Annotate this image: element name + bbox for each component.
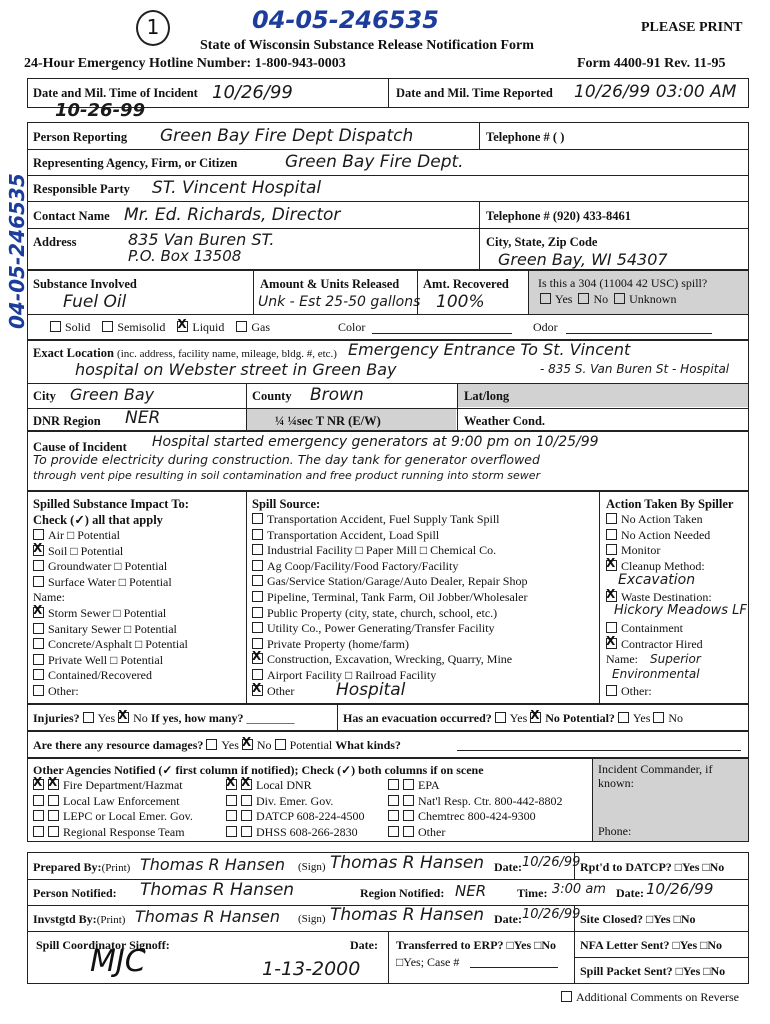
impact-checkbox[interactable] bbox=[33, 638, 44, 649]
source-item: Ag Coop/Facility/Food Factory/Facility bbox=[252, 559, 527, 575]
source-item: Industrial Facility □ Paper Mill □ Chemical Co. bbox=[252, 543, 527, 559]
amount-value: Unk - Est 25-50 gallons bbox=[258, 294, 421, 310]
representing-label: Representing Agency, Firm, or Citizen bbox=[33, 156, 238, 170]
responsible-label: Responsible Party bbox=[33, 182, 130, 196]
side-number-stamp: 04-05-246535 bbox=[5, 173, 29, 329]
invest-date-label: Date: bbox=[494, 912, 522, 926]
gas-checkbox[interactable] bbox=[236, 321, 247, 332]
agency-col2-item: DATCP 608-224-4500 bbox=[226, 809, 365, 825]
source-checkbox[interactable] bbox=[252, 544, 263, 555]
agency-col2-checkbox[interactable] bbox=[241, 779, 252, 790]
physical-state-row: Solid Semisolid X Liquid Gas bbox=[50, 320, 270, 335]
recovered-label: Amt. Recovered bbox=[423, 277, 509, 291]
agencies-title: Other Agencies Notified (✓ first column if notified); Check (✓) both columns if on scene bbox=[33, 763, 484, 777]
cleanup-method-value: Excavation bbox=[618, 572, 696, 588]
source-checkbox[interactable] bbox=[252, 575, 263, 586]
spill-304-options: Yes No Unknown bbox=[540, 292, 676, 307]
source-checkbox[interactable] bbox=[252, 529, 263, 540]
waste-destination-value: Hickory Meadows LF bbox=[614, 603, 747, 618]
agency-col3-item: Other bbox=[388, 825, 563, 841]
odor-label: Odor bbox=[533, 320, 558, 334]
source-checkbox[interactable] bbox=[252, 607, 263, 618]
source-item: Pipeline, Terminal, Tank Farm, Oil Jobber/Wholesaler bbox=[252, 590, 527, 606]
latlong-label: Lat/long bbox=[464, 389, 510, 403]
resource-yes-checkbox[interactable] bbox=[206, 739, 217, 750]
action-checkbox[interactable] bbox=[606, 560, 617, 571]
agency-col1-item: Regional Response Team bbox=[33, 825, 193, 841]
investigated-by-value: Thomas R Hansen bbox=[135, 907, 281, 926]
impact-item: Private Well □ Potential bbox=[33, 653, 189, 669]
incident-date-label: Date and Mil. Time of Incident bbox=[33, 86, 198, 100]
impact-item: Concrete/Asphalt □ Potential bbox=[33, 637, 189, 653]
location-line-2: hospital on Webster street in Green Bay bbox=[75, 360, 397, 379]
incident-date-value-2: 10-26-99 bbox=[55, 100, 146, 121]
notified-time-label: Time: bbox=[517, 886, 548, 900]
source-item: Transportation Accident, Load Spill bbox=[252, 528, 527, 544]
color-label: Color bbox=[338, 320, 366, 334]
notified-date-label: Date: bbox=[616, 886, 644, 900]
contact-label: Contact Name bbox=[33, 209, 110, 223]
injuries-no-checkbox[interactable] bbox=[118, 712, 129, 723]
datcp-question: Rpt'd to DATCP? □Yes □No bbox=[580, 860, 725, 874]
agency-column-2 bbox=[226, 778, 365, 840]
action-item: Other: bbox=[606, 684, 733, 700]
source-item: Utility Co., Power Generating/Transfer Facility bbox=[252, 621, 527, 637]
prepared-date-label: Date: bbox=[494, 860, 522, 874]
agency-col3-checkbox[interactable] bbox=[388, 779, 399, 790]
source-checkbox[interactable] bbox=[252, 638, 263, 649]
person-notified-value: Thomas R Hansen bbox=[140, 880, 295, 900]
agency-column-3 bbox=[388, 778, 563, 840]
nfa-letter-question: NFA Letter Sent? □Yes □No bbox=[580, 938, 723, 952]
action-checkbox[interactable] bbox=[606, 685, 617, 696]
telephone-1-label: Telephone # ( ) bbox=[486, 130, 565, 144]
agency-col3-item: EPA bbox=[388, 778, 563, 794]
source-checkbox[interactable] bbox=[252, 513, 263, 524]
agency-col1-item: XXFire Department/Hazmat bbox=[33, 778, 193, 794]
liquid-checkbox[interactable] bbox=[177, 321, 188, 332]
invest-signature: Thomas R Hansen bbox=[330, 905, 485, 925]
source-column: Spill Source: Transportation Accident, Fuel Supply Tank Spill Transportation Accident, Load Spill Industrial Facility □ Paper Mill □ Chemical Co. Ag Coop/Facility/Food Factory/Facility Gas/Service Station/Garage/Auto Dealer, Repair Shop Pipeline, Terminal, Tank Farm, Oil Jobber/Wholesaler Public Property (city, state, church, school, etc.) Utility Co., Power Generating/Transfer Facility Private Property (home/farm) XConstruction, Excavation, Wrecking, Quarry, Mine Airport Facility □ Railroad Facility XOther bbox=[252, 497, 527, 699]
agency-col1-checkbox[interactable] bbox=[48, 779, 59, 790]
impact-item: Groundwater □ Potential bbox=[33, 559, 189, 575]
impact-checkbox[interactable] bbox=[33, 560, 44, 571]
agency-col1-checkbox[interactable] bbox=[33, 810, 44, 821]
weather-label: Weather Cond. bbox=[464, 414, 546, 428]
region-notified-value: NER bbox=[455, 882, 487, 900]
action-item: Containment bbox=[606, 621, 733, 637]
prepared-sign-label: (Sign) bbox=[298, 861, 326, 873]
city-label: City bbox=[33, 389, 56, 403]
source-checkbox[interactable] bbox=[252, 685, 263, 696]
agency-col2-checkbox[interactable] bbox=[241, 810, 252, 821]
impact-checkbox[interactable] bbox=[33, 623, 44, 634]
substance-label: Substance Involved bbox=[33, 277, 137, 291]
additional-comments: Additional Comments on Reverse bbox=[561, 990, 739, 1005]
impact-checkbox[interactable] bbox=[33, 685, 44, 696]
county-label: County bbox=[252, 389, 292, 403]
address-line-2: P.O. Box 13508 bbox=[128, 247, 242, 265]
agency-col3-item: Chemtrec 800-424-9300 bbox=[388, 809, 563, 825]
evac-yes-checkbox[interactable] bbox=[495, 712, 506, 723]
agency-col2-item: Div. Emer. Gov. bbox=[226, 794, 365, 810]
investigated-by-label: Invstgtd By:(Print) bbox=[33, 912, 126, 926]
resource-potential-checkbox[interactable] bbox=[275, 739, 286, 750]
coordinator-signoff-label: Spill Coordinator Signoff: bbox=[36, 938, 170, 952]
agency-col2-checkbox[interactable] bbox=[241, 795, 252, 806]
impact-item: XStorm Sewer □ Potential bbox=[33, 606, 189, 622]
invest-date-value: 10/26/99 bbox=[522, 907, 581, 922]
incident-commander-label: Incident Commander, if known: bbox=[598, 762, 713, 790]
erp-case: □Yes; Case # bbox=[396, 955, 460, 969]
reported-date-value: 10/26/99 03:00 AM bbox=[574, 82, 737, 102]
address-label: Address bbox=[33, 235, 77, 249]
action-checkbox[interactable] bbox=[606, 638, 617, 649]
action-checkbox[interactable] bbox=[606, 513, 617, 524]
impact-item: Surface Water □ Potential bbox=[33, 575, 189, 591]
responsible-value: ST. Vincent Hospital bbox=[152, 178, 322, 198]
impact-item: Name: bbox=[33, 590, 65, 605]
spill-304-question: Is this a 304 (11004 42 USC) spill? bbox=[538, 276, 708, 290]
telephone-2-label: Telephone # (920) 433-8461 bbox=[486, 209, 632, 223]
action-checkbox[interactable] bbox=[606, 544, 617, 555]
coordinator-signature: MJC bbox=[90, 944, 146, 979]
amount-label: Amount & Units Released bbox=[260, 277, 400, 291]
action-item: Name: bbox=[606, 652, 638, 667]
agency-col1-checkbox[interactable] bbox=[48, 795, 59, 806]
agency-col1-checkbox[interactable] bbox=[33, 779, 44, 790]
agency-col2-checkbox[interactable] bbox=[226, 779, 237, 790]
prepared-by-label: Prepared By:(Print) bbox=[33, 860, 131, 874]
dnr-value: NER bbox=[125, 408, 161, 428]
impact-item: Sanitary Sewer □ Potential bbox=[33, 622, 189, 638]
agency-col2-item: DHSS 608-266-2830 bbox=[226, 825, 365, 841]
agency-col1-checkbox[interactable] bbox=[48, 810, 59, 821]
action-checkbox[interactable] bbox=[606, 529, 617, 540]
location-label: Exact Location (inc. address, facility name, mileage, bldg. #, etc.) bbox=[33, 346, 337, 360]
impact-item: XSoil □ Potential bbox=[33, 544, 189, 560]
impact-checkbox[interactable] bbox=[33, 545, 44, 556]
address-line-1: 835 Van Buren ST. bbox=[128, 230, 275, 249]
prepared-date-value: 10/26/99 bbox=[522, 855, 581, 870]
invest-sign-label: (Sign) bbox=[298, 913, 326, 925]
agency-col2-checkbox[interactable] bbox=[226, 810, 237, 821]
source-item: Private Property (home/farm) bbox=[252, 637, 527, 653]
quarter-label: ¼ ¼sec T NR (E/W) bbox=[275, 414, 381, 428]
action-item: XWaste Destination: bbox=[606, 590, 733, 606]
source-checkbox[interactable] bbox=[252, 622, 263, 633]
source-item: Airport Facility □ Railroad Facility bbox=[252, 668, 527, 684]
document-number-stamp: 04-05-246535 bbox=[252, 6, 439, 34]
reported-date-label: Date and Mil. Time Reported bbox=[396, 86, 553, 100]
prepared-by-value: Thomas R Hansen bbox=[140, 855, 286, 874]
recovered-value: 100% bbox=[436, 292, 485, 312]
impact-checkbox[interactable] bbox=[33, 654, 44, 665]
location-line-1: Emergency Entrance To St. Vincent bbox=[348, 340, 631, 359]
source-item: Public Property (city, state, church, school, etc.) bbox=[252, 606, 527, 622]
agency-column-1 bbox=[33, 778, 193, 840]
contractor-name-value-2: Environmental bbox=[612, 667, 700, 681]
source-item: XConstruction, Excavation, Wrecking, Quarry, Mine bbox=[252, 652, 527, 668]
action-checkbox[interactable] bbox=[606, 591, 617, 602]
circled-page-number: 1 bbox=[136, 10, 170, 46]
signoff-date-value: 1-13-2000 bbox=[262, 958, 361, 980]
dnr-label: DNR Region bbox=[33, 414, 101, 428]
person-reporting-label: Person Reporting bbox=[33, 130, 128, 144]
contractor-name-value: Superior bbox=[650, 652, 701, 666]
potential-no-checkbox[interactable] bbox=[653, 712, 664, 723]
agency-col1-item: Local Law Enforcement bbox=[33, 794, 193, 810]
evacuation-question: Has an evacuation occurred? Yes X No Potential? Yes No bbox=[343, 711, 683, 726]
source-other-value: Hospital bbox=[336, 680, 406, 700]
source-item: Gas/Service Station/Garage/Auto Dealer, Repair Shop bbox=[252, 574, 527, 590]
agency-col3-checkbox[interactable] bbox=[403, 826, 414, 837]
incident-date-value: 10/26/99 bbox=[212, 82, 293, 103]
agency-col3-checkbox[interactable] bbox=[388, 826, 399, 837]
impact-checkbox[interactable] bbox=[33, 576, 44, 587]
agency-col3-checkbox[interactable] bbox=[403, 779, 414, 790]
source-item: Transportation Accident, Fuel Supply Tank Spill bbox=[252, 512, 527, 528]
cause-label: Cause of Incident bbox=[33, 440, 127, 454]
hotline: 24-Hour Emergency Hotline Number: 1-800-943-0003 bbox=[24, 56, 346, 71]
cause-line-2: To provide electricity during construction. The day tank for generator overflowed bbox=[33, 452, 540, 467]
action-checkbox[interactable] bbox=[606, 622, 617, 633]
person-reporting-value: Green Bay Fire Dept Dispatch bbox=[160, 126, 414, 146]
impact-item: Other: bbox=[33, 684, 189, 700]
representing-value: Green Bay Fire Dept. bbox=[285, 152, 464, 172]
unknown-checkbox[interactable] bbox=[614, 293, 625, 304]
impact-item: Air □ Potential bbox=[33, 528, 189, 544]
semisolid-checkbox[interactable] bbox=[102, 321, 113, 332]
site-closed-question: Site Closed? □Yes □No bbox=[580, 912, 696, 926]
impact-checkbox[interactable] bbox=[33, 529, 44, 540]
impact-column: Spilled Substance Impact To: Check (✓) all that apply Air □ Potential XSoil □ Potential Groundwater □ Potential Surface Water □ Potential Name: XStorm Sewer □ Potential Sanitary Sewer □ Potential Concrete/Asphalt □ Potential Private Well □ Potential Contained/Recovered Other: bbox=[33, 497, 189, 700]
evac-no-checkbox[interactable] bbox=[530, 712, 541, 723]
county-value: Brown bbox=[310, 385, 364, 405]
prepared-signature: Thomas R Hansen bbox=[330, 853, 485, 873]
notified-date-value: 10/26/99 bbox=[646, 880, 714, 898]
agency-col1-checkbox[interactable] bbox=[33, 795, 44, 806]
agency-col1-item: LEPC or Local Emer. Gov. bbox=[33, 809, 193, 825]
source-checkbox[interactable] bbox=[252, 591, 263, 602]
action-column: Action Taken By Spiller No Action Taken No Action Needed Monitor XCleanup Method: XWaste Destination: Containment XContractor Hired Name: Other: bbox=[606, 497, 733, 699]
resource-no-checkbox[interactable] bbox=[242, 739, 253, 750]
form-title: State of Wisconsin Substance Release Notification Form bbox=[200, 38, 534, 53]
action-item: XContractor Hired bbox=[606, 637, 733, 653]
source-checkbox[interactable] bbox=[252, 560, 263, 571]
city-state-value: Green Bay, WI 54307 bbox=[498, 250, 668, 269]
yes-checkbox[interactable] bbox=[540, 293, 551, 304]
action-item: No Action Needed bbox=[606, 528, 733, 544]
please-print: PLEASE PRINT bbox=[641, 20, 743, 35]
action-item: XCleanup Method: bbox=[606, 559, 733, 575]
source-item: XOther bbox=[252, 684, 527, 700]
person-notified-label: Person Notified: bbox=[33, 886, 117, 900]
erp-question: Transferred to ERP? □Yes □No bbox=[396, 938, 557, 952]
no-checkbox[interactable] bbox=[578, 293, 589, 304]
agency-col3-item: Nat'l Resp. Ctr. 800-442-8802 bbox=[388, 794, 563, 810]
spill-packet-question: Spill Packet Sent? □Yes □No bbox=[580, 964, 726, 978]
notified-time-value: 3:00 am bbox=[552, 882, 606, 897]
potential-yes-checkbox[interactable] bbox=[618, 712, 629, 723]
impact-checkbox[interactable] bbox=[33, 669, 44, 680]
cause-line-1: Hospital started emergency generators at 9:00 pm on 10/25/99 bbox=[152, 434, 599, 450]
agency-col3-checkbox[interactable] bbox=[388, 795, 399, 806]
action-item: No Action Taken bbox=[606, 512, 733, 528]
additional-comments-checkbox[interactable] bbox=[561, 991, 572, 1002]
agency-col2-checkbox[interactable] bbox=[241, 826, 252, 837]
region-notified-label: Region Notified: bbox=[360, 886, 445, 900]
agency-col2-checkbox[interactable] bbox=[226, 795, 237, 806]
agency-col3-checkbox[interactable] bbox=[403, 795, 414, 806]
impact-checkbox[interactable] bbox=[33, 607, 44, 618]
substance-value: Fuel Oil bbox=[63, 292, 127, 312]
source-checkbox[interactable] bbox=[252, 669, 263, 680]
agency-col3-checkbox[interactable] bbox=[388, 810, 399, 821]
agency-col1-checkbox[interactable] bbox=[48, 826, 59, 837]
city-value: Green Bay bbox=[70, 385, 155, 404]
injuries-question: Injuries? Yes X No If yes, how many? ________ bbox=[33, 711, 294, 726]
source-checkbox[interactable] bbox=[252, 653, 263, 664]
impact-item: Contained/Recovered bbox=[33, 668, 189, 684]
agency-col2-item: XXLocal DNR bbox=[226, 778, 365, 794]
resource-question: Are there any resource damages? Yes X No Potential What kinds? bbox=[33, 738, 401, 753]
location-line-2b: - 835 S. Van Buren St - Hospital bbox=[540, 362, 730, 376]
action-item: Monitor bbox=[606, 543, 733, 559]
city-state-label: City, State, Zip Code bbox=[486, 235, 598, 249]
agency-col1-checkbox[interactable] bbox=[33, 826, 44, 837]
cause-line-3: through vent pipe resulting in soil contamination and free product running into storm sewer bbox=[33, 469, 541, 482]
injuries-yes-checkbox[interactable] bbox=[83, 712, 94, 723]
commander-phone-label: Phone: bbox=[598, 824, 632, 838]
signoff-date-label: Date: bbox=[350, 938, 378, 952]
agency-col2-checkbox[interactable] bbox=[226, 826, 237, 837]
form-number: Form 4400-91 Rev. 11-95 bbox=[577, 56, 726, 71]
contact-value: Mr. Ed. Richards, Director bbox=[124, 205, 341, 225]
agency-col3-checkbox[interactable] bbox=[403, 810, 414, 821]
solid-checkbox[interactable] bbox=[50, 321, 61, 332]
